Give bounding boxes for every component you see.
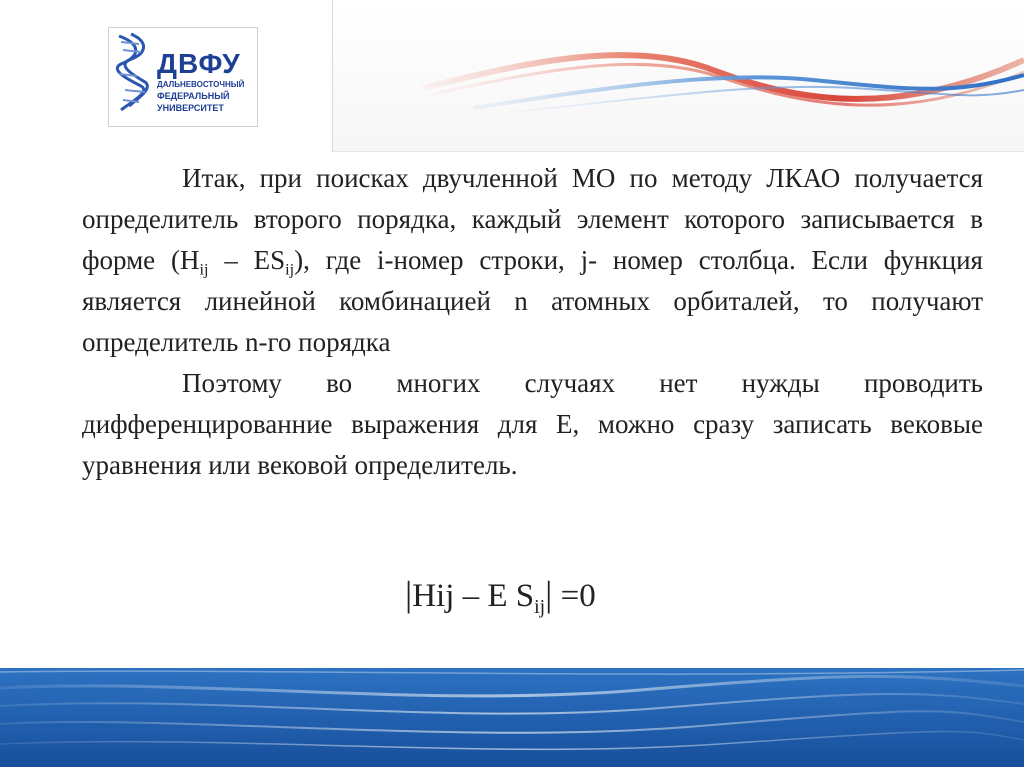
subscript-ij-1: ij	[199, 260, 209, 279]
formula-right-bar: |	[545, 574, 553, 614]
formula-left-bar: |	[405, 574, 413, 614]
paragraph-2: Поэтому во многих случаях нет нужды проводить дифференцированние выражения для Е, можно сразу записать вековые уравнения или вековой определитель.	[82, 368, 983, 480]
logo-abbreviation: ДВФУ	[157, 48, 241, 79]
logo-line-2: ФЕДЕРАЛЬНЫЙ	[157, 91, 230, 101]
body-text	[82, 158, 983, 486]
paragraph-1-part-a: Итак, при поисках двучленной МО по методу ЛКАО получается определитель второго порядка, каждый элемент которого записывается в форме (H	[82, 163, 983, 275]
paragraph-1-part-c: ), где i-номер строки, j- номер столбца. Если функция является линейной комбинацией n атомных орбиталей, то получают определитель n-го порядка	[82, 245, 983, 357]
footer-wave-decoration	[0, 668, 1024, 767]
logo-line-3: УНИВЕРСИТЕТ	[157, 103, 224, 113]
secular-determinant-formula	[405, 572, 596, 618]
subscript-ij-2: ij	[285, 260, 295, 279]
decorative-ribbons	[333, 20, 1024, 130]
paragraph-1	[82, 158, 983, 363]
header-bottom-line	[333, 151, 1024, 152]
logo-line-1: ДАЛЬНЕВОСТОЧНЫЙ	[157, 80, 245, 89]
formula-rhs: =0	[552, 578, 596, 614]
paragraph-1-part-b: – ES	[208, 245, 286, 275]
logo-emblem-icon	[111, 30, 157, 126]
formula-main: Hij – E S	[412, 578, 535, 614]
formula-subscript: ij	[534, 595, 546, 618]
university-logo	[108, 27, 258, 127]
